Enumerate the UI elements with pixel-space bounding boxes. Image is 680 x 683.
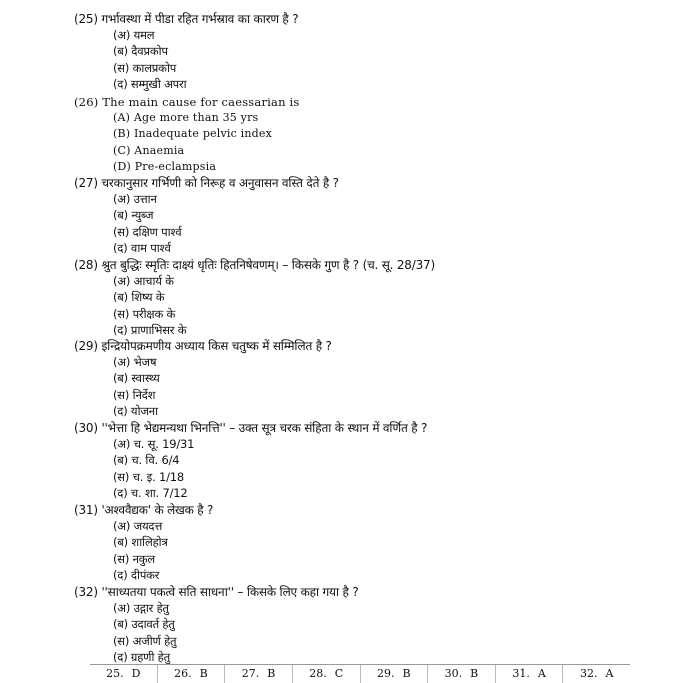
option: (द) ग्रहणी हेतु <box>113 649 170 664</box>
answer-cell <box>158 665 226 683</box>
option: (ब) उदावर्त हेतु <box>113 617 175 632</box>
option: (ब) शालिहोत्र <box>113 535 168 550</box>
option: (अ) यमल <box>113 28 155 43</box>
option: (D) Pre-eclampsia <box>113 159 217 173</box>
option: (स) अजीर्ण हेतु <box>113 633 177 648</box>
option: (स) परीक्षक के <box>113 306 176 321</box>
answer-number: 26. <box>174 667 192 680</box>
answer-cell <box>293 665 361 683</box>
question-29: (29) इन्द्रियोपक्रमणीय अध्याय किस चतुष्क में सम्मिलित है ? <box>74 339 332 353</box>
option: (द) सम्मुखी अपरा <box>113 76 187 91</box>
option: (द) योजना <box>113 403 158 418</box>
answer-number: 32. <box>579 667 598 680</box>
option: (अ) उद्गार हेतु <box>113 601 169 616</box>
answer-key: B <box>199 667 208 680</box>
question-28: (28) श्रुत बुद्धिः स्मृतिः दाक्ष्यं धृतिः हितनिषेवणम्। – किसके गुण है ? (च. सू. 28/37) <box>74 258 435 272</box>
answer-key: A <box>605 667 614 680</box>
option: (ब) शिष्य के <box>113 290 165 305</box>
option: (स) कालप्रकोप <box>113 60 177 75</box>
answer-key: B <box>402 667 411 680</box>
answer-key: D <box>131 667 141 680</box>
option: (अ) उत्तान <box>113 192 157 207</box>
answer-cell <box>496 665 564 683</box>
answer-number: 29. <box>377 667 395 680</box>
option: (ब) दैवप्रकोप <box>113 44 168 59</box>
answer-number: 27. <box>241 667 260 680</box>
answer-cell <box>225 665 293 683</box>
question-25: (25) गर्भावस्था में पीडा रहित गर्भस्राव का कारण है ? <box>74 12 299 26</box>
question-26: (26) The main cause for caessarian is <box>74 95 300 109</box>
option: (ब) च. वि. 6/4 <box>113 453 180 468</box>
option: (अ) भेजष <box>113 355 157 370</box>
option: (स) नकुल <box>113 551 156 566</box>
answer-cell <box>361 665 429 683</box>
option: (स) दक्षिण पार्श्व <box>113 224 182 239</box>
option: (द) दीपंकर <box>113 567 160 582</box>
answer-key: C <box>334 667 344 680</box>
answer-key-strip <box>90 664 630 683</box>
option: (स) च. इ. 1/18 <box>113 469 184 484</box>
option: (ब) न्युब्ज <box>113 208 154 223</box>
question-30: (30) ''भेत्ता हि भेद्यमन्यथा भिनत्ति'' – उक्त सूत्र चरक संहिता के स्थान में वर्णित है ? <box>74 421 428 435</box>
option: (अ) आचार्य के <box>113 274 174 289</box>
option: (अ) च. सू. 19/31 <box>113 437 195 452</box>
answer-number: 31. <box>512 667 530 680</box>
option: (अ) जयदत्त <box>113 519 163 534</box>
option: (द) वाम पार्श्व <box>113 240 171 255</box>
answer-cell <box>90 665 158 683</box>
option: (A) Age more than 35 yrs <box>113 111 259 125</box>
answer-number: 30. <box>444 667 463 680</box>
answer-number: 25. <box>106 667 124 680</box>
answer-key: B <box>267 667 276 680</box>
question-27: (27) चरकानुसार गर्भिणी को निरूह व अनुवासन वस्ति देते है ? <box>74 176 339 190</box>
option: (ब) स्वास्थ्य <box>113 371 160 386</box>
answer-cell <box>428 665 496 683</box>
answer-key: A <box>537 667 546 680</box>
option: (द) च. शा. 7/12 <box>113 485 188 500</box>
option: (C) Anaemia <box>113 143 185 157</box>
option: (B) Inadequate pelvic index <box>113 127 273 141</box>
answer-number: 28. <box>309 667 327 680</box>
question-32: (32) ''साध्यतया पकत्वे सति साधना'' – किसके लिए कहा गया है ? <box>74 585 359 599</box>
answer-cell <box>563 665 630 683</box>
question-31: (31) 'अश्ववैद्यक' के लेखक है ? <box>74 503 214 517</box>
option: (स) निर्देश <box>113 387 156 402</box>
answer-key: B <box>470 667 479 680</box>
option: (द) प्राणाभिसर के <box>113 322 187 337</box>
